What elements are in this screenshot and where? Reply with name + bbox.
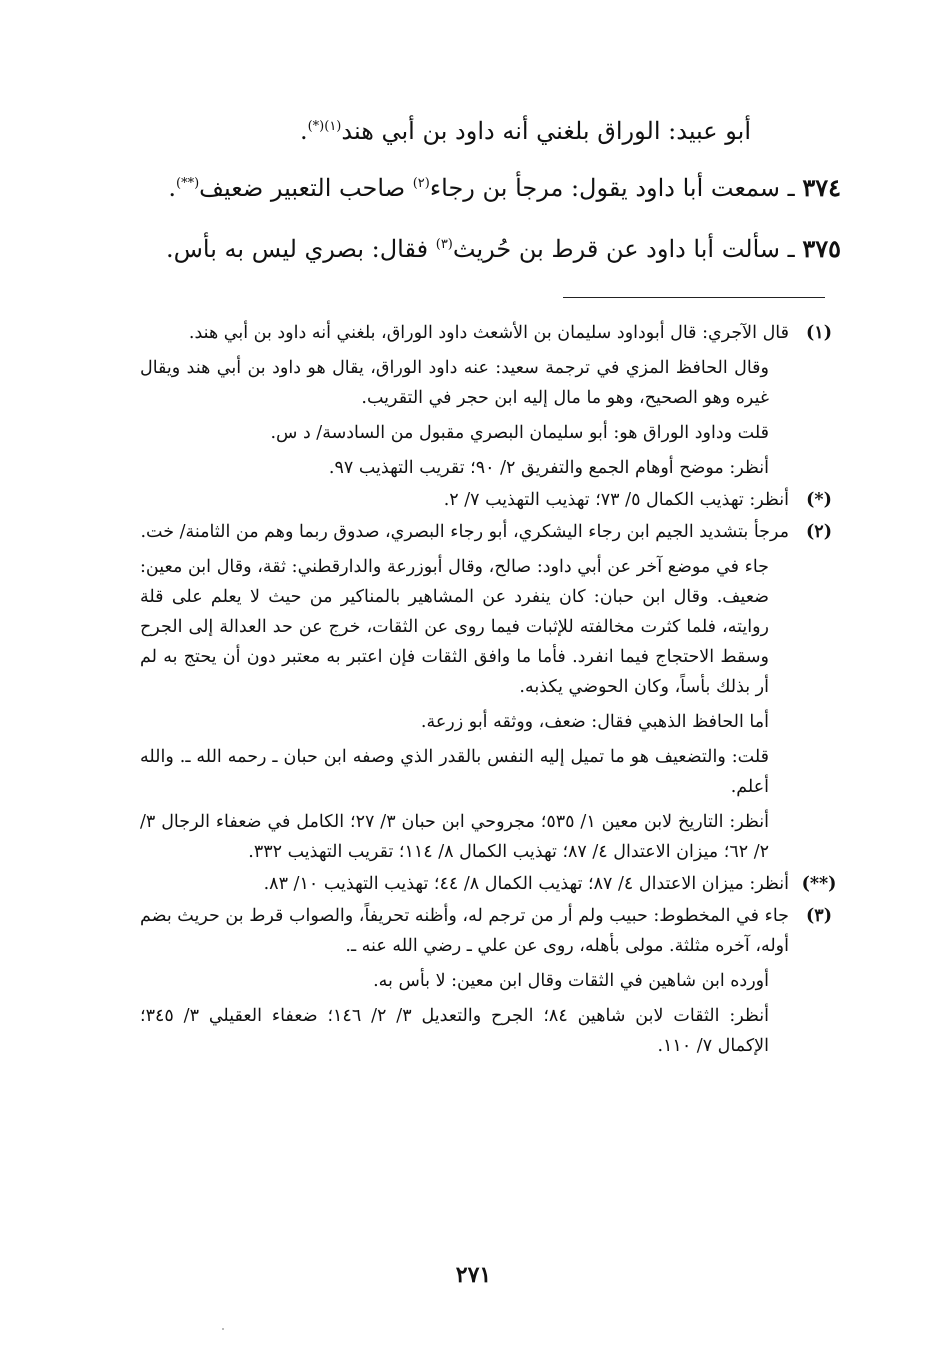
footnote-divider	[563, 297, 825, 298]
footnote-text: قال الآجري: قال أبوداود سليمان بن الأشعث داود الوراق، بلغني أنه داود بن أبي هند.	[188, 323, 789, 343]
footnote-marker: (١)	[806, 323, 832, 343]
footnote-2	[140, 517, 841, 547]
footnote-marker: (٢)	[806, 522, 832, 542]
entry-end: .	[168, 174, 176, 202]
entry-text-cont: صاحب التعبير ضعيف	[199, 174, 413, 202]
footnote-ref: (٣)	[435, 237, 453, 252]
footnote-ref: (١)(*)	[307, 119, 342, 134]
footnote-paragraph: أنظر: التاريخ لابن معين ١/ ٥٣٥؛ مجروحي ابن حبان ٣/ ٢٧؛ الكامل في ضعفاء الرجال ٣/ ٢/ ٦٢؛ ميزان الاعتدال ٤/ ٨٧؛ تهذيب الكمال ٨/ ١١٤؛ تقريب التهذيب ٣٣٢.	[140, 812, 769, 862]
footnote-ref: (**)	[176, 176, 200, 191]
footnote-3	[140, 901, 841, 961]
entry-text: ـ سألت أبا داود عن قرط بن حُريث	[452, 235, 795, 263]
footnote-paragraph: جاء في موضع آخر عن أبي داود: صالح، وقال أبوزرعة والدارقطني: ثقة، وقال ابن معين: ضعيف. وقال ابن حبان: كان ينفرد عن المشاهير بالمناكير من حيث لا يعلم على قلة روايته، فلما كثرت مخالفته للإثبات فيما روى عن الثقات، خرج عن حد العدالة إلى الجرح وسقط الاحتجاج فيما انفرد. فأما ما وافق الثقات فإن اعتبر به معتبر دون أن يحتج به لم أر بذلك بأساً، وكان الحوضي يكذبه.	[140, 557, 769, 697]
main-line-1	[0, 116, 947, 146]
footnote-double-star	[140, 869, 841, 899]
entry-number: ٣٧٤	[802, 173, 841, 202]
scan-speck	[222, 1328, 224, 1330]
footnote-marker: (٣)	[806, 906, 832, 926]
footnote-paragraph: أما الحافظ الذهبي فقال: ضعف، ووثقه أبو زرعة.	[420, 712, 769, 732]
footnote-marker: (**)	[801, 874, 837, 894]
footnote-marker: (*)	[806, 490, 832, 510]
main-line-1-end: .	[299, 117, 308, 145]
footnote-text: أنظر: تهذيب الكمال ٥/ ٧٣؛ تهذيب التهذيب ٧/ ٢.	[443, 490, 789, 510]
entry-text-cont: فقال: بصري ليس به بأس.	[166, 235, 436, 263]
main-line-1-text: أبو عبيد: الوراق بلغني أنه داود بن أبي هند	[341, 117, 751, 145]
footnote-paragraph: أورده ابن شاهين في الثقات وقال ابن معين: لا بأس به.	[373, 971, 769, 991]
page-number: ٢٧١	[455, 1262, 492, 1288]
footnote-text: أنظر: ميزان الاعتدال ٤/ ٨٧؛ تهذيب الكمال ٨/ ٤٤؛ تهذيب التهذيب ١٠/ ٨٣.	[263, 874, 789, 894]
entry-375	[0, 234, 947, 264]
footnote-text: مرجأ بتشديد الجيم ابن رجاء اليشكري، أبو رجاء البصري، صدوق ربما وهم من الثامنة/ خت.	[140, 522, 789, 542]
footnote-paragraph: أنظر: الثقات لابن شاهين ٨٤؛ الجرح والتعديل ٣/ ٢/ ١٤٦؛ ضعفاء العقيلي ٣/ ٣٤٥؛ الإكمال ٧/ ١١٠.	[140, 1006, 770, 1056]
footnote-text: جاء في المخطوط: حبيب ولم أر من ترجم له، وأظنه تحريفاً، والصواب قرط بن حريث بضم أوله، آخره مثلثة. مولى بأهله، روى عن علي ـ رضي الله عنه ـ.	[140, 906, 789, 956]
footnote-star	[140, 485, 841, 515]
footnote-paragraph: أنظر: موضح أوهام الجمع والتفريق ٢/ ٩٠؛ تقريب التهذيب ٩٧.	[328, 458, 769, 478]
entry-text: ـ سمعت أبا داود يقول: مرجأ بن رجاء	[429, 174, 795, 202]
footnote-ref: (٢)	[412, 176, 430, 191]
footnotes-area	[140, 318, 841, 1063]
footnote-paragraph: قلت وداود الوراق هو: أبو سليمان البصري مقبول من السادسة/ د س.	[270, 423, 769, 443]
footnote-paragraph: قلت: والتضعيف هو ما تميل إليه النفس بالقدر الذي وصفه ابن حبان ـ رحمه الله ـ. والله أعلم.	[140, 747, 769, 797]
entry-374	[0, 173, 947, 203]
footnote-1	[140, 318, 841, 348]
entry-number: ٣٧٥	[802, 234, 841, 263]
footnote-paragraph: وقال الحافظ المزي في ترجمة سعيد: عنه داود الوراق، يقال هو داود بن أبي هند ويقال غيره وهو الصحيح، وهو ما مال إليه ابن حجر في التقريب.	[140, 358, 769, 408]
